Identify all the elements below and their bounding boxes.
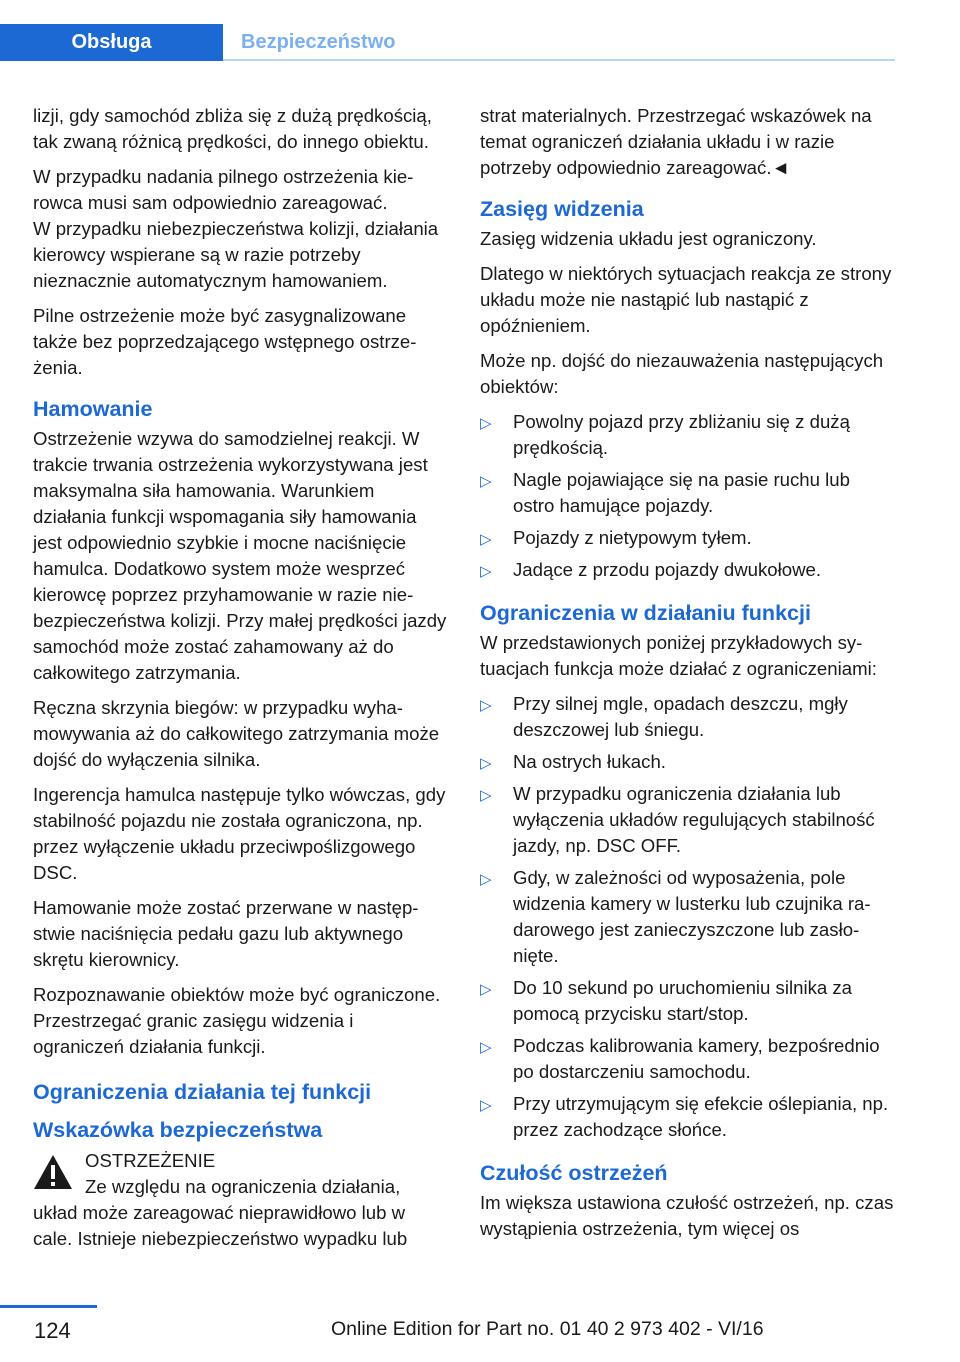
paragraph: Im większa ustawiona czułość ostrzeżeń, np. czas wystąpienia ostrzeżenia, tym więcej os [480, 1192, 894, 1239]
list-item: ▷ Na ostrych łukach. [480, 749, 896, 775]
paragraph: W przypadku niebezpieczeństwa kolizji, działania kierowcy wspierane są w razie potrzeby nieznacznie automatycznym hamowaniem. [33, 218, 439, 291]
list-item: ▷ W przypadku ograniczenia działania lub wyłączenia układów regulujących stabilność jazdy, np. DSC OFF. [480, 783, 875, 856]
section-tabs [0, 24, 895, 61]
warning-title: OSTRZEŻENIE [85, 1150, 216, 1171]
bullet-list [480, 691, 896, 1143]
paragraph: Ręczna skrzynia biegów: w przypadku wyhamowywania aż do całkowitego zatrzymania może dojść do wyłączenia silnika. [33, 697, 440, 770]
paragraph: Hamowanie może zostać przerwane w następstwie naciśnięcia pedału gazu lub aktywnego skrętu kierownicy. [33, 897, 419, 970]
paragraph: Może np. dojść do niezauważenia następujących obiektów: [480, 350, 884, 397]
paragraph: Ingerencja hamulca następuje tylko wówczas, gdy stabilność pojazdu nie została ograniczona, np. przez wyłączenie układu przeciwpoślizgowego DSC. [33, 784, 446, 883]
bullet-list [480, 409, 896, 583]
triangle-bullet-icon: ▷ [480, 473, 492, 490]
heading-wskazowka: Wskazówka bezpieczeństwa [33, 1118, 323, 1142]
triangle-bullet-icon: ▷ [480, 1039, 492, 1056]
tab-underline [223, 59, 895, 61]
triangle-bullet-icon: ▷ [480, 755, 492, 772]
paragraph: W przedstawionych poniżej przykładowych sytuacjach funkcja może działać z ograniczeniami: [480, 632, 877, 679]
triangle-bullet-icon: ▷ [480, 531, 492, 548]
list-item: ▷ Do 10 sekund po uruchomieniu silnika za pomocą przycisku start/stop. [480, 977, 853, 1024]
warning-triangle-icon [33, 1154, 73, 1190]
heading-hamowanie: Hamowanie [33, 397, 153, 421]
list-item: ▷ Nagle pojawiające się na pasie ruchu lub ostro hamujące pojazdy. [480, 469, 850, 516]
triangle-bullet-icon: ▷ [480, 697, 492, 714]
left-column [33, 103, 449, 1252]
triangle-bullet-icon: ▷ [480, 871, 492, 888]
heading-ograniczenia-funkcji: Ograniczenia w działaniu funkcji [480, 601, 811, 625]
list-item: ▷ Powolny pojazd przy zbliżaniu się z dużą prędkością. [480, 411, 850, 458]
list-item: ▷ Przy utrzymującym się efekcie oślepiania, np. przez zachodzące słońce. [480, 1093, 889, 1140]
paragraph: Rozpoznawanie obiektów może być ograniczone. Przestrzegać granic zasięgu widzenia i ograniczeń działania funkcji. [33, 984, 441, 1057]
paragraph: Pilne ostrzeżenie może być zasygnalizowane także bez poprzedzającego wstępnego ostrzeżenia. [33, 305, 417, 378]
paragraph: W przypadku nadania pilnego ostrzeżenia kierowca musi sam odpowiednio zareagować. [33, 166, 414, 213]
paragraph: strat materialnych. Przestrzegać wskazówek na temat ograniczeń działania układu i w razie potrzeby odpowiednio zareagować.◄ [480, 105, 872, 178]
heading-zasieg: Zasięg widzenia [480, 197, 644, 221]
page-number: 124 [34, 1318, 71, 1343]
paragraph: Dlatego w niektórych sytuacjach reakcja ze strony układu może nie nastąpić lub nastąpić z opóźnieniem. [480, 263, 892, 336]
paragraph: Ostrzeżenie wzywa do samodzielnej reakcji. W trakcie trwania ostrzeżenia wykorzystywana jest maksymalna siła hamowania. Warunkiem działania funkcji wspomagania siły hamowania jest odpowiednio szybkie i mocne naciśnięcie hamulca. Dodatkowo system może wesprzeć kierowcę poprzez przyhamowanie w razie niebezpieczeństwa kolizji. Przy małej prędkości jazdy samochód może zostać zahamowany aż do całkowitego zatrzymania. [33, 428, 447, 683]
tab-obsluga[interactable]: Obsługa [0, 24, 223, 61]
triangle-bullet-icon: ▷ [480, 981, 492, 998]
heading-ograniczenia: Ograniczenia działania tej funkcji [33, 1080, 372, 1104]
list-item: ▷ Gdy, w zależności od wyposażenia, pole widzenia kamery w lusterku lub czujnika radarowego jest zanieczyszczone lub zasłonięte. [480, 867, 871, 966]
warning-text: Ze względu na ograniczenia działania, układ może zareagować nieprawidłowo lub w cale. Istnieje niebezpieczeństwo wypadku lub [33, 1176, 408, 1249]
right-column [480, 103, 896, 1251]
list-item: ▷ Pojazdy z nietypowym tyłem. [480, 525, 896, 551]
paragraph: lizji, gdy samochód zbliża się z dużą prędkością, tak zwaną różnicą prędkości, do innego obiektu. [33, 105, 432, 152]
warning-box [33, 1148, 449, 1252]
list-item: ▷ Jadące z przodu pojazdy dwukołowe. [480, 557, 896, 583]
tab-bezpieczenstwo[interactable]: Bezpieczeństwo [241, 31, 396, 53]
triangle-bullet-icon: ▷ [480, 1097, 492, 1114]
list-item: ▷ Przy silnej mgle, opadach deszczu, mgły deszczowej lub śniegu. [480, 693, 848, 740]
heading-czulosc: Czułość ostrzeżeń [480, 1161, 668, 1185]
footer-rule [0, 1305, 97, 1308]
paragraph: Zasięg widzenia układu jest ograniczony. [480, 228, 817, 249]
triangle-bullet-icon: ▷ [480, 563, 492, 580]
triangle-bullet-icon: ▷ [480, 415, 492, 432]
triangle-bullet-icon: ▷ [480, 787, 492, 804]
edition-note: Online Edition for Part no. 01 40 2 973 402 - VI/16 [331, 1318, 764, 1340]
list-item: ▷ Podczas kalibrowania kamery, bezpośrednio po dostarczeniu samochodu. [480, 1035, 880, 1082]
